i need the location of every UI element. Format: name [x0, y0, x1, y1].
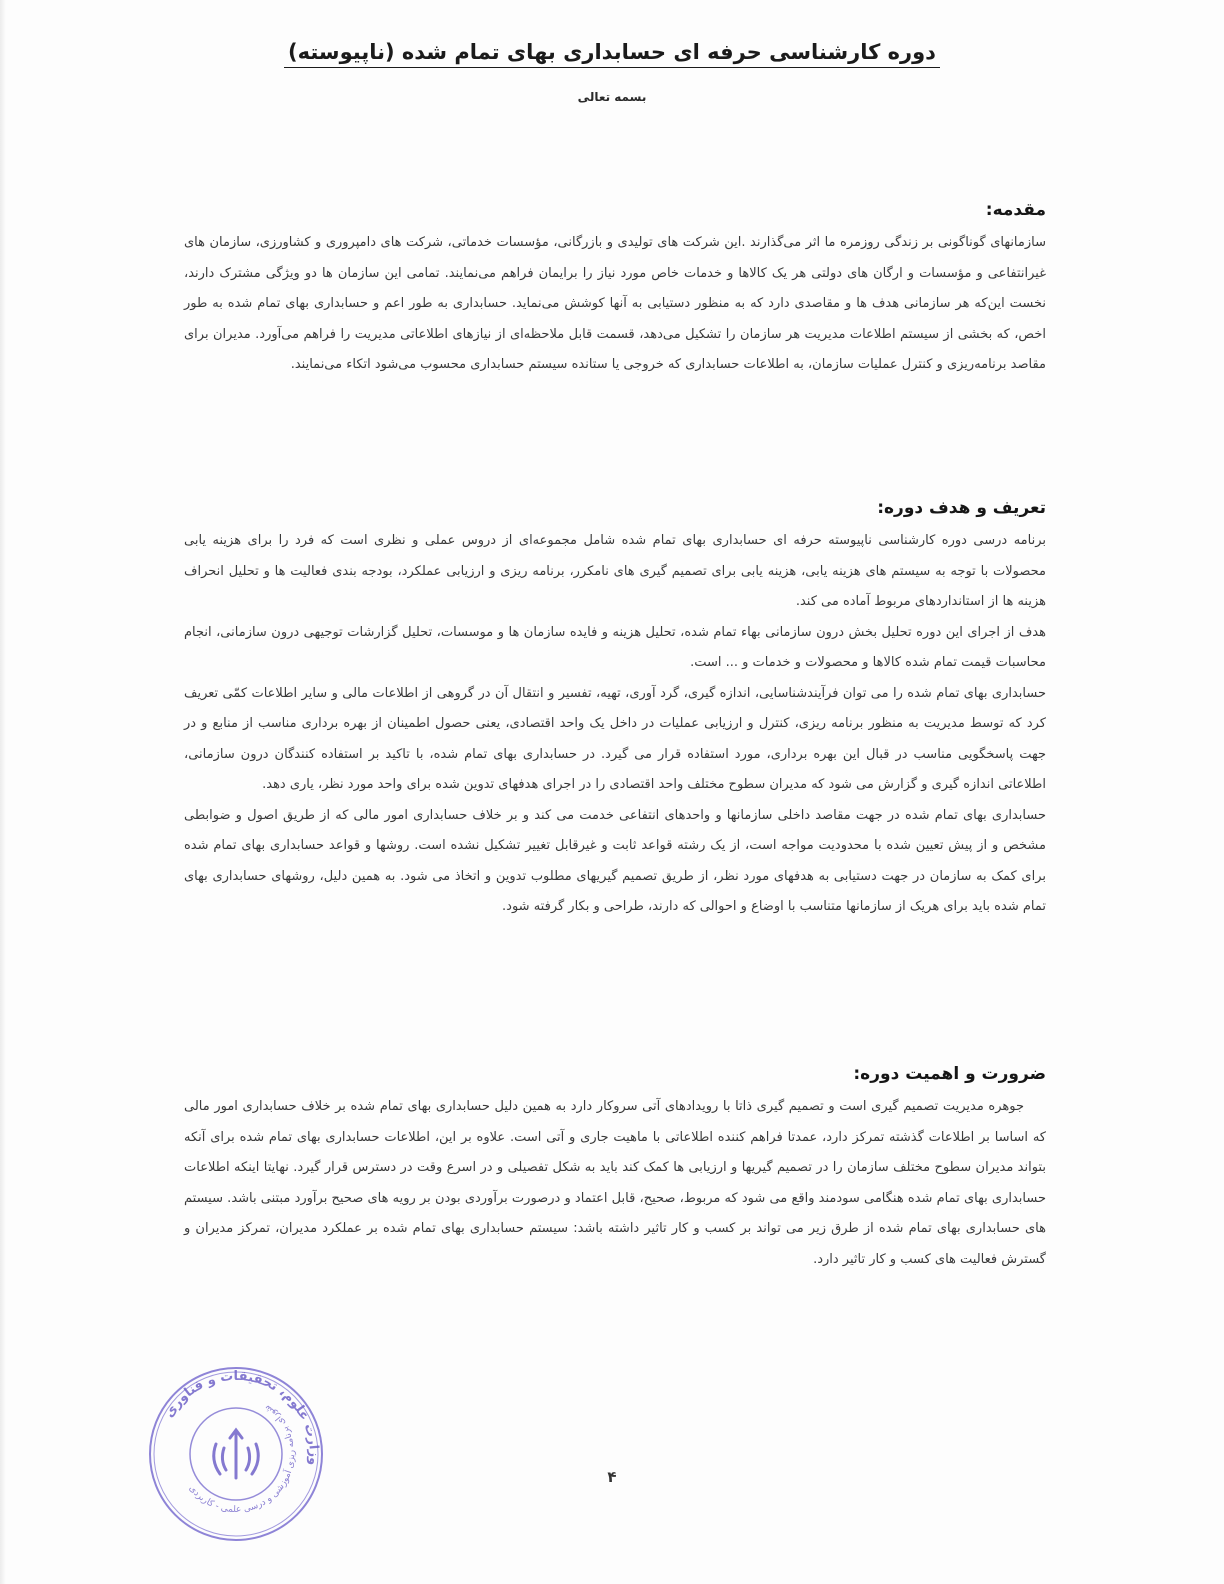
section-paragraph: جوهره مدیریت تصمیم گیری است و تصمیم گیری ذاتا با رویدادهای آتی سروکار دارد به همین دلیل حسابداری بهای تمام شده بر خلاف حسابداری امور مالی که اساسا بر اطلاعات گذشته تمرکز دارد، عمدتا فراهم کننده اطلاعاتی با ماهیت جاری و آتی است. علاوه بر این، اطلاعات حسابداری بهای تمام شده برای آنکه بتواند مدیران سطوح مختلف سازمان را در تصمیم گیریها و ارزیابی ها کمک کند باید به شکل تفصیلی و در اسرع وقت در دسترس قرار گیرد. نهایتا اینکه اطلاعات حسابداری بهای تمام شده هنگامی سودمند واقع می شود که مربوط، صحیح، قابل اعتماد و درصورت برآوردی بودن بر رویه های صحیح برآورد مبتنی باشد. سیستم های حسابداری بهای تمام شده از طرق زیر می تواند بر کسب و کار تاثیر داشته باشد: سیستم حسابداری بهای تمام شده بر عملکرد مدیران، تمرکز مدیران و گسترش فعالیت های کسب و کار تاثیر دارد. — [184, 1099, 1046, 1267]
ministry-seal-stamp — [146, 1364, 326, 1544]
document-title — [0, 40, 1224, 64]
section-paragraph: سازمانهای گوناگونی بر زندگی روزمره ما اثر می‌گذارند .این شرکت های تولیدی و بازرگانی، مؤسسات خدماتی، شرکت های دامپروری و کشاورزی، سازمان های غیرانتفاعی و مؤسسات و ارگان های دولتی هر یک کالاها و خدمات خاص مورد نیاز را برایمان فراهم می‌نمایند. تمامی این سازمان ها دو ویژگی مشترک دارند، نخست این‌که هر سازمانی هدف ها و مقاصدی دارد که به منظور دستیابی به آنها کوشش می‌نماید. حسابداری به طور اعم و حسابداری بهای تمام شده به طور اخص، که بخشی از سیستم اطلاعات مدیریت هر سازمان را تشکیل می‌دهد، قسمت قابل ملاحظه‌ای از نیازهای اطلاعاتی مدیریت را فراهم می‌آورد. مدیران برای مقاصد برنامه‌ریزی و کنترل عملیات سازمان، به اطلاعات حسابداری که خروجی یا ستانده سیستم حسابداری محسوب می‌شود اتکاء می‌نمایند. — [184, 235, 1046, 372]
page-spine-shadow — [0, 0, 6, 1584]
section-definition-goal — [184, 494, 1046, 923]
section-paragraph: حسابداری بهای تمام شده را می توان فرآیندشناسایی، اندازه گیری، گرد آوری، تهیه، تفسیر و انتقال آن در گروهی از اطلاعات مالی و سایر اطلاعات کمّی تعریف کرد که توسط مدیریت به منظور برنامه ریزی، کنترل و ارزیابی عملیات در داخل یک واحد اقتصادی، یعنی حصول اطمینان از بهره برداری مناسب از منابع و در جهت پاسخگویی مناسب در قبال این بهره برداری، مورد استفاده قرار می گیرد. در حسابداری بهای تمام شده، با تاکید بر استفاده کنندگان درون سازمانی، اطلاعاتی اندازه گیری و گزارش می شود که مدیران سطوح مختلف واحد اقتصادی را در اجرای هدفهای تدوین شده برای واحد مورد نظر، یاری دهد. — [184, 685, 1046, 792]
section-paragraph: حسابداری بهای تمام شده در جهت مقاصد داخلی سازمانها و واحدهای انتفاعی خدمت می کند و بر خلاف حسابداری امور مالی که از طریق اصول و ضوابطی مشخص و از پیش تعیین شده با محدودیت مواجه است، از یک رشته قواعد ثابت و غیرقابل تغییر تشکیل نشده است. روشها و قواعد حسابداری بهای تمام شده برای کمک به سازمان در جهت دستیابی به هدفهای مورد نظر، از طریق تصمیم گیریهای مطلوب تدوین و اتخاذ می شود. به همین دلیل، روشهای حسابداری بهای تمام شده باید برای هریک از سازمانها متناسب با اوضاع و احوالی که دارند، طراحی و بکار گرفته شود. — [184, 807, 1046, 914]
document-title-text: دوره کارشناسی حرفه ای حسابداری بهای تمام شده (ناپیوسته) — [284, 40, 940, 68]
section-paragraph: هدف از اجرای این دوره تحلیل بخش درون سازمانی بهاء تمام شده، تحلیل هزینه و فایده سازمان ها و موسسات، تحلیل گزارشات توجیهی درون سازمانی، انجام محاسبات قیمت تمام شده کالاها و محصولات و خدمات و ... است. — [184, 624, 1046, 670]
page-number: ۴ — [607, 1468, 617, 1486]
document-subtitle: بسمه تعالی — [577, 90, 647, 104]
seal-emblem-icon — [146, 1364, 326, 1544]
section-heading: مقدمه: — [985, 200, 1046, 220]
svg-text:وزارت علوم، تحقیقات و فناوری: وزارت علوم، تحقیقات و فناوری — [161, 1368, 322, 1467]
section-necessity-importance — [184, 1060, 1046, 1275]
section-heading: ضرورت و اهمیت دوره: — [853, 1064, 1046, 1084]
svg-text:شورای برنامه ریزی آموزشی و درس: شورای برنامه ریزی آموزشی و درسی علمی - کاربردی — [186, 1402, 298, 1516]
section-introduction — [184, 196, 1046, 381]
section-heading: تعریف و هدف دوره: — [877, 498, 1046, 518]
section-paragraph: برنامه درسی دوره کارشناسی ناپیوسته حرفه ای حسابداری بهای تمام شده شامل مجموعه‌ای از دروس عملی و نظری است که فرد را برای هزینه یابی محصولات با توجه به سیستم های هزینه یابی، هزینه یابی برای تصمیم گیری های نامکرر، برنامه ریزی و ارزیابی عملکرد، بودجه بندی فعالیت ها و تحلیل انحراف هزینه ها از استانداردهای مربوط آماده می کند. — [184, 533, 1046, 609]
